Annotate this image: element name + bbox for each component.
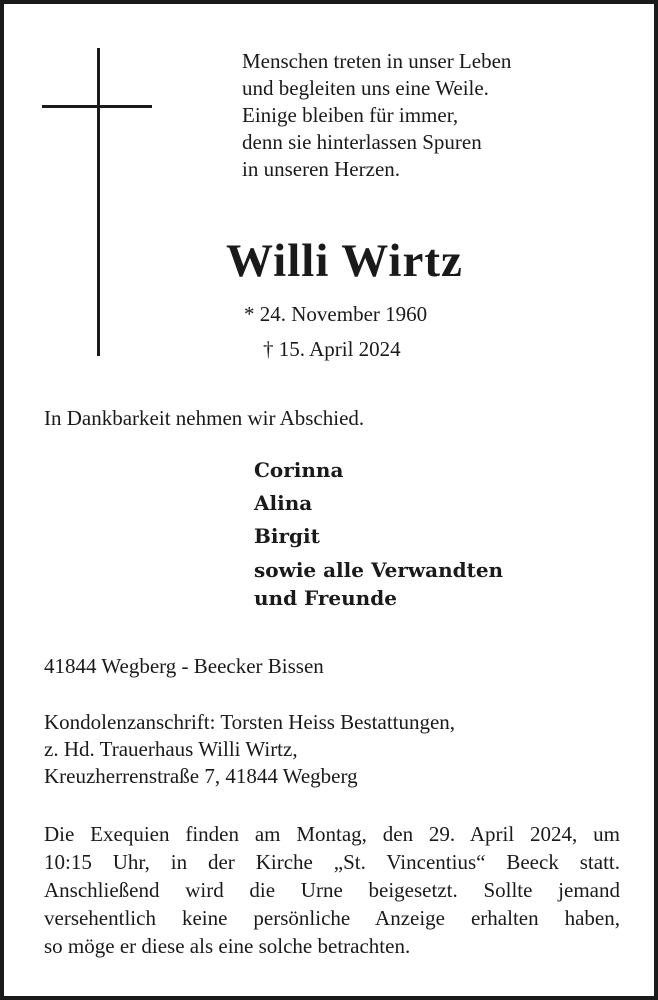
condolence-line: z. Hd. Trauerhaus Willi Wirtz, — [44, 737, 298, 761]
condolence-line: Kondolenzanschrift: Torsten Heiss Bestattungen, — [44, 710, 456, 734]
family-member: sowie alle Verwandten — [254, 558, 504, 582]
poem — [242, 48, 642, 183]
death-date: † 15. April 2024 — [263, 337, 401, 361]
family-member: Corinna — [254, 458, 344, 482]
place-line: 41844 Wegberg - Beecker Bissen — [44, 654, 324, 678]
cross-horizontal-bar — [42, 105, 152, 108]
service-line: Die Exequien finden am Montag, den 29. April 2024, um — [44, 822, 620, 846]
family-member: Alina — [254, 491, 313, 515]
service-line: so möge er diese als eine solche betrachten. — [44, 934, 411, 958]
poem-line: Einige bleiben für immer, — [242, 103, 459, 127]
condolence-line: Kreuzherrenstraße 7, 41844 Wegberg — [44, 764, 358, 788]
service-line: Anschließend wird die Urne beigesetzt. Sollte jemand — [44, 878, 620, 902]
family-member: Birgit — [254, 524, 320, 548]
family-member: und Freunde — [254, 586, 397, 610]
poem-line: denn sie hinterlassen Spuren — [242, 130, 482, 154]
service-paragraph — [44, 820, 620, 960]
deceased-name: Willi Wirtz — [226, 235, 463, 287]
poem-line: in unseren Herzen. — [242, 157, 401, 181]
condolence-address — [44, 709, 455, 790]
cross-vertical-bar — [97, 48, 100, 356]
birth-date: * 24. November 1960 — [244, 302, 428, 326]
poem-line: Menschen treten in unser Leben — [242, 49, 512, 73]
farewell-text: In Dankbarkeit nehmen wir Abschied. — [44, 406, 365, 430]
cross-icon — [42, 48, 157, 360]
poem-line: und begleiten uns eine Weile. — [242, 76, 489, 100]
service-line: 10:15 Uhr, in der Kirche „St. Vincentius“ Beeck statt. — [44, 850, 620, 874]
service-line: versehentlich keine persönliche Anzeige erhalten haben, — [44, 906, 620, 930]
